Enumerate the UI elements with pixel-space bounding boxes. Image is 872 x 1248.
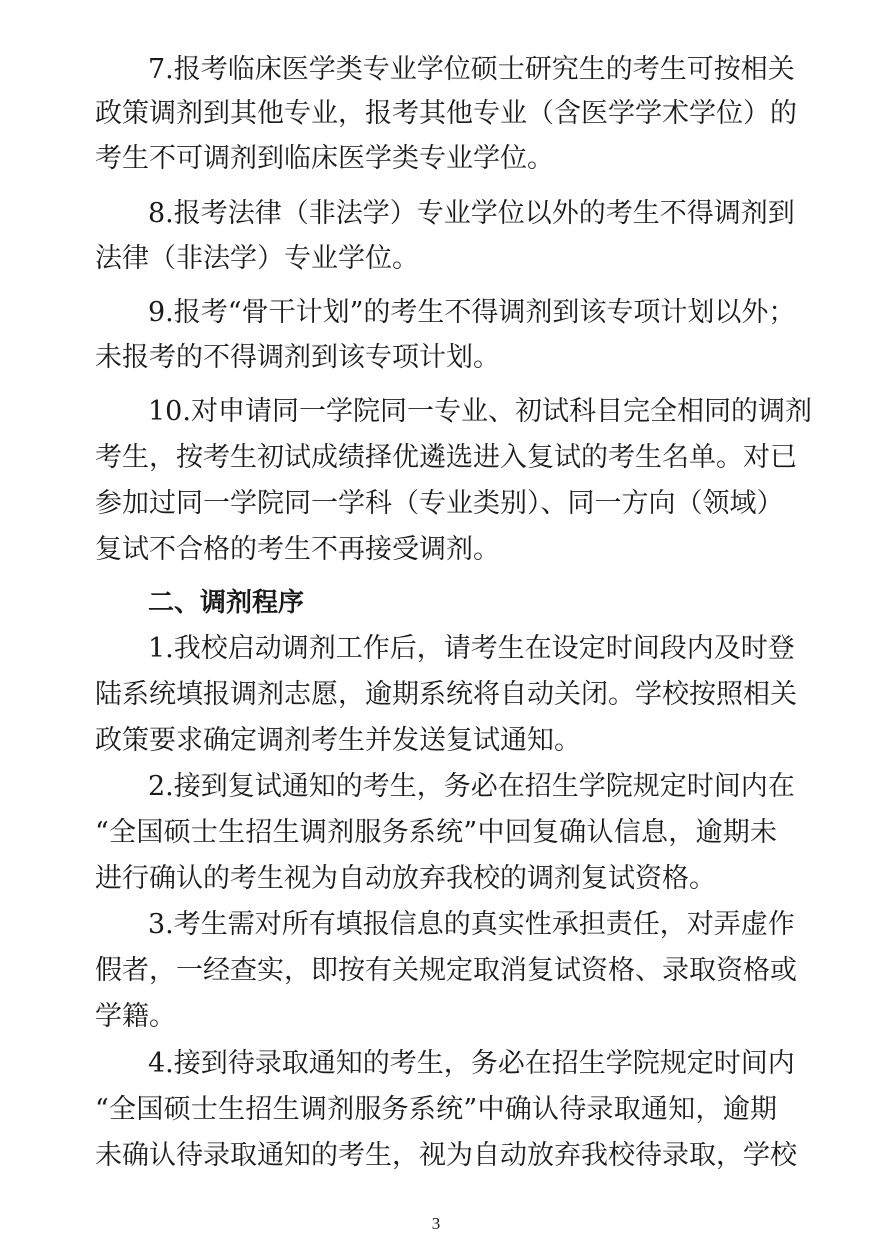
paragraph-10-line-4: 复试不合格的考生不再接受调剂。 — [95, 534, 500, 565]
paragraph-8-line-1: 8.报考法律（非法学）专业学位以外的考生不得调剂到 — [148, 198, 795, 229]
paragraph-7-line-1: 7.报考临床医学类专业学位硕士研究生的考生可按相关 — [148, 54, 795, 85]
procedure-2-line-3: 进行确认的考生视为自动放弃我校的调剂复试资格。 — [95, 863, 716, 894]
paragraph-7-line-2: 政策调剂到其他专业，报考其他专业（含医学学术学位）的 — [95, 98, 797, 129]
procedure-1-line-3: 政策要求确定调剂考生并发送复试通知。 — [95, 725, 581, 756]
paragraph-10-line-1: 10.对申请同一学院同一专业、初试科目完全相同的调剂 — [148, 396, 812, 427]
paragraph-10-line-3: 参加过同一学院同一学科（专业类别）、同一方向（领域） — [95, 488, 784, 519]
page-number: 3 — [431, 1214, 441, 1233]
procedure-4-line-2: “全国硕士生招生调剂服务系统”中确认待录取通知，逾期 — [95, 1094, 777, 1125]
paragraph-7-line-3: 考生不可调剂到临床医学类专业学位。 — [95, 143, 554, 174]
procedure-3-line-1: 3.考生需对所有填报信息的真实性承担责任，对弄虚作 — [148, 909, 795, 940]
paragraph-9-line-1: 9.报考“骨干计划”的考生不得调剂到该专项计划以外； — [148, 297, 796, 328]
procedure-1-line-1: 1.我校启动调剂工作后，请考生在设定时间段内及时登 — [148, 633, 795, 664]
paragraph-8-line-2: 法律（非法学）专业学位。 — [95, 243, 419, 274]
paragraph-10-line-2: 考生，按考生初试成绩择优遴选进入复试的考生名单。对已 — [95, 442, 797, 473]
procedure-3-line-2: 假者，一经查实，即按有关规定取消复试资格、录取资格或 — [95, 955, 797, 986]
procedure-1-line-2: 陆系统填报调剂志愿，逾期系统将自动关闭。学校按照相关 — [95, 679, 797, 710]
section-heading: 二、调剂程序 — [148, 588, 305, 618]
procedure-4-line-3: 未确认待录取通知的考生，视为自动放弃我校待录取，学校 — [95, 1140, 797, 1171]
procedure-2-line-1: 2.接到复试通知的考生，务必在招生学院规定时间内在 — [148, 771, 795, 802]
procedure-4-line-1: 4.接到待录取通知的考生，务必在招生学院规定时间内 — [148, 1048, 795, 1079]
procedure-3-line-3: 学籍。 — [95, 1001, 176, 1032]
procedure-2-line-2: “全国硕士生招生调剂服务系统”中回复确认信息，逾期未 — [95, 817, 777, 848]
paragraph-9-line-2: 未报考的不得调剂到该专项计划。 — [95, 342, 500, 373]
